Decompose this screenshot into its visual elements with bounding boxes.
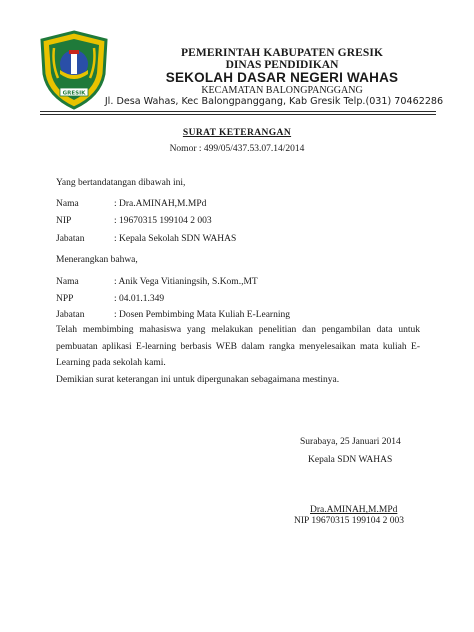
field-label: Jabatan xyxy=(56,234,85,244)
document-title: SURAT KETERANGAN xyxy=(182,128,292,138)
field-value: : Anik Vega Vitianingsih, S.Kom.,MT xyxy=(114,277,258,287)
letterhead-district: KECAMATAN BALONGPANGGANG xyxy=(201,85,363,96)
letterhead-divider-thin xyxy=(40,114,436,115)
letterhead-address: Jl. Desa Wahas, Kec Balongpanggang, Kab Gresik Telp.(031) 70462286 xyxy=(104,96,444,107)
field-value: : 04.01.1.349 xyxy=(114,294,165,304)
field-value: : Kepala Sekolah SDN WAHAS xyxy=(114,234,237,244)
document-number: Nomor : 499/05/437.53.07.14/2014 xyxy=(169,144,305,154)
field-value: : 19670315 199104 2 003 xyxy=(114,216,212,226)
signature-nip: NIP 19670315 199104 2 003 xyxy=(294,516,404,526)
intro-text: Yang bertandatangan dibawah ini, xyxy=(56,178,186,188)
signature-position: Kepala SDN WAHAS xyxy=(308,455,393,465)
field-label: Nama xyxy=(56,277,79,287)
signature-name: Dra.AMINAH,M.MPd xyxy=(310,505,398,515)
statement-text: Menerangkan bahwa, xyxy=(56,255,138,265)
body-paragraph: Telah membimbing mahasiswa yang melakukan penelitian dan pengambilan data untuk pembuatan aplikasi E-learning berbasis WEB dalam rangka menyelesaikan mata kuliah E-Learning pada sekolah kami. xyxy=(56,325,420,368)
field-label: NIP xyxy=(56,216,72,226)
field-value: : Dra.AMINAH,M.MPd xyxy=(114,199,207,209)
field-label: Jabatan xyxy=(56,310,85,320)
signature-place-date: Surabaya, 25 Januari 2014 xyxy=(300,437,401,447)
field-value: : Dosen Pembimbing Mata Kuliah E-Learning xyxy=(114,310,290,320)
letterhead-government: PEMERINTAH KABUPATEN GRESIK xyxy=(180,47,384,59)
closing-text: Demikian surat keterangan ini untuk dipergunakan sebagaimana mestinya. xyxy=(56,375,340,385)
logo-text: GRESIK xyxy=(62,90,86,97)
letterhead-school-name: SEKOLAH DASAR NEGERI WAHAS xyxy=(165,70,399,85)
field-label: Nama xyxy=(56,199,79,209)
field-label: NPP xyxy=(56,294,74,304)
letterhead-department: DINAS PENDIDIKAN xyxy=(225,59,339,71)
letterhead-divider-thick xyxy=(40,111,436,112)
